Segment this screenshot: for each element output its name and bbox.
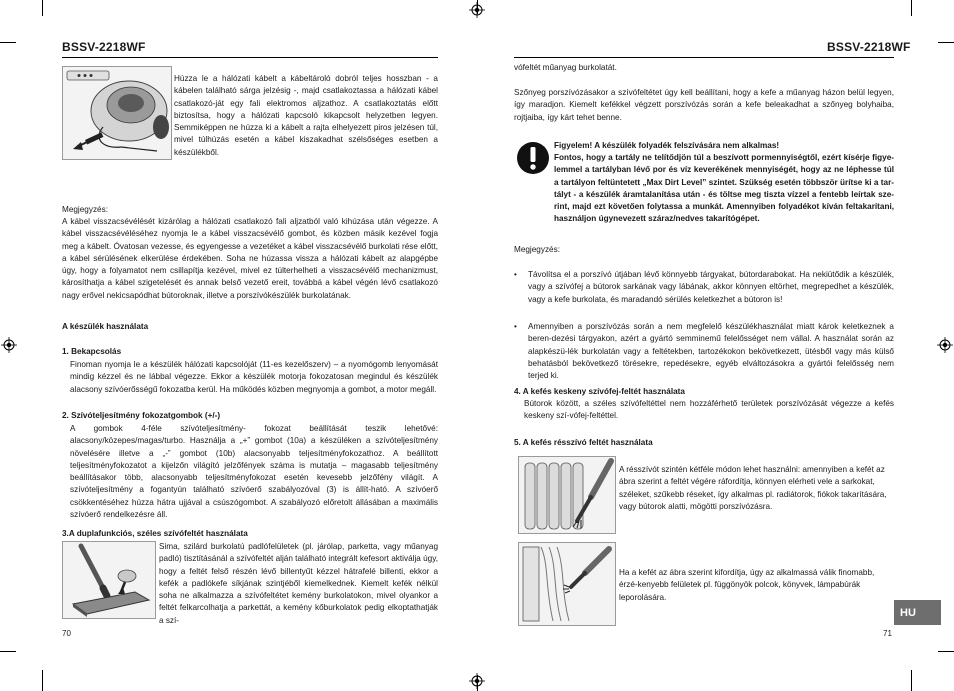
section-5-heading: 5. A kefés résszívó feltét használata [514, 438, 653, 447]
right-note-label: Megjegyzés: [514, 245, 560, 254]
floor-brush-icon [63, 542, 155, 618]
crop-mark-bottom-left-v [42, 670, 43, 691]
bullet-1-dot: • [514, 270, 517, 279]
right-page-number: 71 [883, 629, 892, 638]
floor-brush-illustration [62, 541, 156, 619]
left-note-label: Megjegyzés: [62, 205, 108, 214]
section-3-paragraph: Sima, szilárd burkolatú padlófelületek (pl. járólap, parketta, vagy műanyag padló) tisztításánál a szívófeltét alján található integrált kefesort aktiválja úgy, hogy a feltét felső részén lévő billentyűt kézzel hátrafelé billenti, ekkor a kefék a padlókefe síkjának szintjéből kiemelkednek. Kiemelt kefék nélkül soha ne alkalmazza a szívófeltétet kemény burkolatokon, mivel olyankor a feltét felkarcolhatja a parkettát, a kemény kőburkolatok pedig elkoptathatják a szí- [159, 542, 438, 625]
bullet-2-dot: • [514, 322, 517, 331]
usage-heading: A készülék használata [62, 322, 149, 331]
carpet-paragraph: Szőnyeg porszívózásakor a szívófeltétet úgy kell beállítani, hogy a kefe a műanyag házon belül legyen, így maradjon. Kiemelt kefékkel végzett porszívózás során a kefe beleakadhat a szőnyeg bolyhaiba, rojtjaiba, így kárt tehet benne. [514, 88, 894, 122]
crop-mark-bottom-left-h [0, 651, 16, 652]
crop-mark-top-right-v [911, 0, 912, 16]
crop-mark-top-left-h [0, 42, 16, 43]
crop-mark-bottom-right-v [911, 670, 912, 691]
right-header-rule [514, 57, 894, 58]
registration-target-left-icon [1, 337, 17, 353]
crop-mark-top-right-h [938, 42, 954, 43]
crop-mark-bottom-right-h [938, 651, 954, 652]
right-model-header: BSSV-2218WF [827, 40, 911, 54]
warning-title: Figyelem! A készülék folyadék felszívására nem alkalmas! [554, 141, 780, 150]
section-4-paragraph: Bútorok között, a széles szívófeltéttel nem hozzáférhető területek porszívózását végezze a kefés keskeny szí-vófej-feltéttel. [524, 399, 894, 421]
left-model-header: BSSV-2218WF [62, 40, 146, 54]
left-header-rule [62, 57, 438, 58]
bullet-1-text: Távolítsa el a porszívó útjában lévő könnyebb tárgyakat, bútordarabokat. Ha nekiütődik a készülék, vagy a szívófej a bútorok sarkának vagy lábának, akkor könnyen eltörhet, megrepedhet a készülék, vagy a kefe burkolata, és maradandó sérülés keletkezhet a bútoron is! [528, 270, 894, 304]
section-2-heading: 2. Szívóteljesítmény fokozatgombok (+/-) [62, 411, 221, 420]
section-5-paragraph-1: A résszívót szintén kétféle módon lehet használni: amennyiben a kefét az ábra szerint a feltét végére ráfordítja, könnyen elérheti vele a sarkokat, széleket, szűkebb réseket, így alkalmas pl. radiátorok, fiókok takarítására, vagy bútorok alatti, mögötti porszívózásra. [619, 465, 887, 511]
warning-paragraph: Fontos, hogy a tartály ne telítődjön túl a beszívott pormennyiségtől, ezért kísérje figye-lemmel a tartályban lévő por és víz keverékének mennyiségét, hogy az ne léphesse túl a tartályon feltüntetett „Max Dirt Level” szintet. Szükség esetén többször ürítse ki a tar-tályt - a készülék áramtalanítása után - és töltse meg tiszta vízzel a fentebb leírtak sze-rint, majd ezt követően folytassa a munkát. Amennyiben folyadékot kíván feltakarítani, használjon úgynevezett száraz/nedves takarítógépet. [554, 153, 894, 224]
warning-exclamation-icon [516, 141, 550, 175]
section-1-paragraph: Finoman nyomja le a készülék hálózati kapcsolóját (11-es kezelőszerv) – a nyomógomb lenyomását mindig kézzel és ne lábbal végezze. Ekkor a készülék motorja fokozatosan megindul és készülék alacsony szívóerősségű fokozatba kerül. Ha működés közben megnyomja a gombot, a motor megáll. [70, 360, 438, 394]
section-2-paragraph: A gombok 4-féle szívóteljesítmény- fokozat beállítását teszik lehetővé: alacsony/közepes/magas/turbo. Használja a „+” gombot (10a) a készüléken a szívóteljesítmény növelésére illetve a „-” gombot (10b) alacsonyabb teljesítményfokozathoz. A beállított teljesítményfokozatot a kijelzőn világító jelzőfények száma is mutatja – magasabb teljesítmény beállításakor több, alacsonyabb teljesítményfokozat esetén kevesebb jelzőfény világít. A szívóteljesítmény a fogantyún található szívóerő szabályozóval (3) is állít-ható. A szívóerő csökkentéséhez húzza hátra ujjával a csúszógombot. A szabályozó előretolt állásában a maximális szívóerő rendelkezésre áll. [70, 424, 438, 520]
registration-target-right-icon [937, 337, 953, 353]
continued-text: vófeltét műanyag burkolatát. [514, 63, 617, 72]
section-1-heading: 1. Bekapcsolás [62, 347, 122, 356]
language-tab: HU [894, 600, 941, 625]
vacuum-cord-icon [63, 67, 171, 159]
left-page-number: 70 [62, 629, 71, 638]
cord-pull-paragraph: Húzza le a hálózati kábelt a kábeltároló dobról teljes hosszban - a kábelen található sárga jelzésig -, majd csatlakoztassa a hálózati kábel csatlakozó-ját egy fali elektromos aljzathoz. A csatlakoztatás előtt biztosítsa, hogy a hálózati kapcsoló kikapcsolt helyzetben legyen. Semmiképpen ne húzza ki a kábelt a rajta elhelyezett piros jelzésen túl, mivel túlhúzás esetén a kábel kiszakadhat szélsőséges esetben a készülékből. [174, 74, 438, 157]
vacuum-cord-illustration [62, 66, 172, 160]
radiator-crevice-illustration [518, 456, 616, 534]
curtain-brush-icon [519, 543, 615, 625]
section-4-heading: 4. A kefés keskeny szívófej-feltét használata [514, 387, 685, 396]
section-5-paragraph-2: Ha a kefét az ábra szerint kifordítja, úgy az alkalmassá válik finomabb, érzé-kenyebb felületek pl. függönyök polcok, könyvek, lámpabúrák leporolására. [619, 568, 875, 602]
bullet-2-text: Amennyiben a porszívózás során a nem megfelelő készülékhasználat miatt károk keletkeznek a beren-dezési tárgyakon, azért a gyártó semminemű felelősséget nem vállal. A használat során az alapkészü-lék burkolatán vagy a feltétekben, tartozékokon bekövetkezett, ütésből vagy más külső behatásból bekövetkező törésekre, repedésekre, egyéb elváltozásokra a gyártói felelősség nem terjed ki. [528, 322, 894, 381]
crop-mark-top-left-v [42, 0, 43, 16]
registration-target-top-icon [469, 2, 485, 18]
radiator-crevice-icon [519, 457, 615, 533]
registration-target-bottom-icon [469, 673, 485, 689]
section-3-heading: 3.A duplafunkciós, széles szívófeltét használata [62, 529, 248, 538]
curtain-brush-illustration [518, 542, 616, 626]
left-note-paragraph: A kábel visszacsévélését kizárólag a hálózati csatlakozó fali aljzatból való kihúzása után végezze. A kábel visszacsévéléséhez nyomja le a kábel visszacsévélő gombot, és közben másik kezével fogja meg a kábelt. Óvatosan vezesse, és egyengesse a vezetéket a kábel visszacsévélő burkolati rése előtt, a kábel sérülésének elkerülése érdekében. Soha ne húzassa vissza a hálózati kábelt az alapgépbe úgy, hogy a folyamatot nem csillapítja kezével, mivel ez túlterhelheti a visszacsévélő mechanizmust, károsíthatja a kábel szigetelését és annak belső vezető ereit, továbbá a kábel végén lévő csatlakozó nagy erővel nekicsapódhat bútoroknak, illetve a porszívókészülék burkolatának. [62, 217, 438, 300]
